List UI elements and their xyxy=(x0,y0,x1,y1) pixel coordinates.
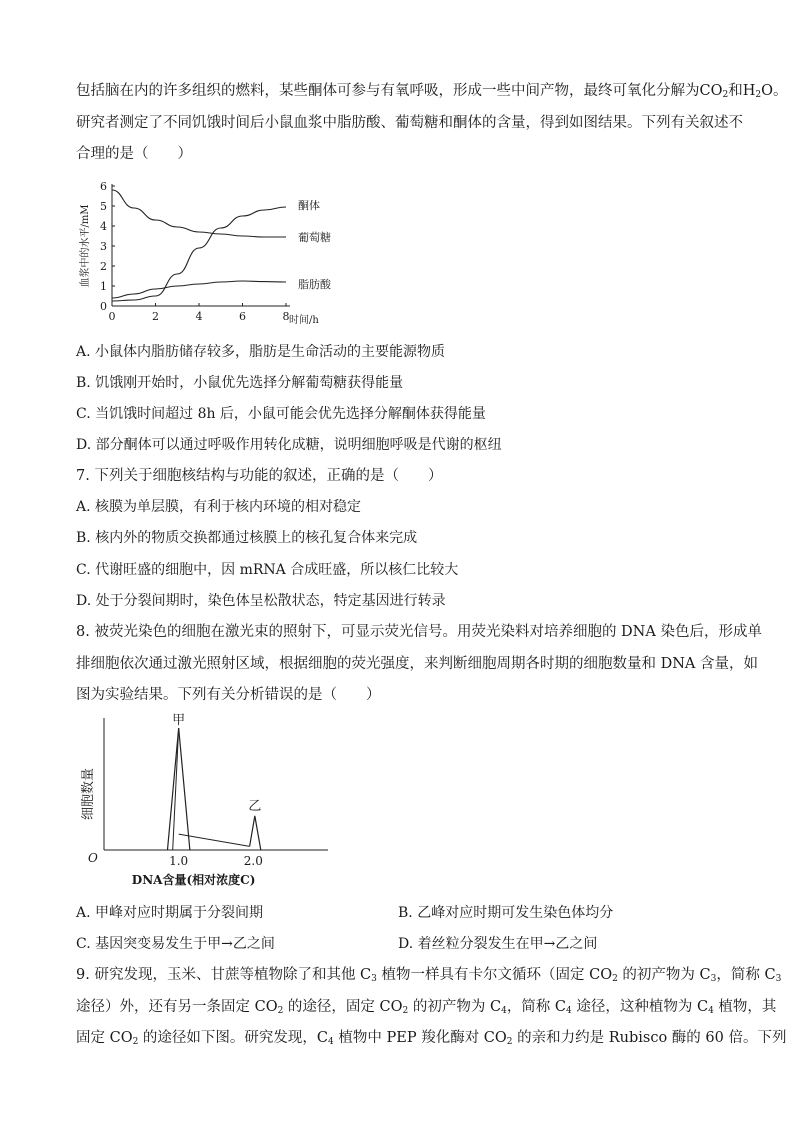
x-tick-label: 2.0 xyxy=(243,854,263,868)
peak-label-yi: 乙 xyxy=(248,798,262,814)
q8-option-d[interactable]: D. 着丝粒分裂发生在甲→乙之间 xyxy=(398,936,598,952)
peak-label-jia: 甲 xyxy=(172,713,186,728)
fatty-acid-label: 脂肪酸 xyxy=(298,278,331,291)
peak-yi xyxy=(250,816,261,850)
y-axis-label: 细胞数量 xyxy=(81,767,96,821)
glucose-line xyxy=(112,190,286,237)
y-tick-label: 4 xyxy=(100,220,107,233)
q8-option-a[interactable]: A. 甲峰对应时期属于分裂间期 xyxy=(76,905,264,921)
ketone-line xyxy=(112,207,286,301)
y-axis-label: 血浆中的水平/mM xyxy=(80,204,91,288)
origin-label: O xyxy=(88,851,98,865)
x-tick-label: 0 xyxy=(108,310,116,323)
q9-stem-line-3: 固定 $CO_2$ 的途径如下图。研究发现，$C_4$ 植物中 PEP 羧化酶对 $CO_2$ 的亲和力约是 Rubisco 酶的 60 倍。下列 xyxy=(76,1030,787,1047)
x-tick-label: 4 xyxy=(195,310,203,323)
glucose-label: 葡萄糖 xyxy=(298,231,331,244)
q6-intro-line-2: 研究者测定了不同饥饿时间后小鼠血浆中脂肪酸、葡萄糖和酮体的含量，得到如图结果。下列有关叙述不 xyxy=(76,115,743,131)
x-tick-label: 1.0 xyxy=(169,854,189,868)
y-tick-label: 1 xyxy=(100,280,107,293)
fatty-acid-line xyxy=(112,281,286,298)
q8-stem-line-2: 排细胞依次通过激光照射区域，根据细胞的荧光强度，来判断细胞周期各时期的细胞数量和 DNA 含量，如 xyxy=(76,656,758,672)
q7-option-a[interactable]: A. 核膜为单层膜，有利于核内环境的相对稳定 xyxy=(76,499,362,515)
peak-jia xyxy=(167,728,189,850)
x-axis-label: DNA含量(相对浓度C) xyxy=(131,873,256,887)
q7-option-b[interactable]: B. 核内外的物质交换都通过核膜上的核孔复合体来完成 xyxy=(76,530,418,546)
q7-option-d[interactable]: D. 处于分裂间期时，染色体呈松散状态，特定基因进行转录 xyxy=(76,593,446,609)
y-tick-label: 0 xyxy=(100,300,107,313)
q9-stem-line-1: 9. 研究发现，玉米、甘蔗等植物除了和其他 $C_3$ 植物一样具有卡尔文循环（固定 $CO_2$ 的初产物为 $C_3$，简称 $C_3$ xyxy=(76,967,782,984)
q8-option-b[interactable]: B. 乙峰对应时期可发生染色体均分 xyxy=(398,905,614,921)
q8-stem-line-3: 图为实验结果。下列有关分析错误的是（ ） xyxy=(76,687,381,703)
q7-stem: 7. 下列关于细胞核结构与功能的叙述，正确的是（ ） xyxy=(76,468,443,484)
q8-option-c[interactable]: C. 基因突变易发生于甲→乙之间 xyxy=(76,936,275,952)
ketone-label: 酮体 xyxy=(298,199,320,212)
q6-option-d[interactable]: D. 部分酮体可以通过呼吸作用转化成糖，说明细胞呼吸是代谢的枢纽 xyxy=(76,437,502,453)
x-axis-label: 时间/h xyxy=(289,315,319,326)
y-tick-label: 3 xyxy=(100,240,107,253)
q9-stem-line-2: 途径）外，还有另一条固定 $CO_2$ 的途径，固定 $CO_2$ 的初产物为 $C_4$，简称 $C_4$ 途径，这种植物为 $C_4$ 植物，其 xyxy=(76,999,777,1016)
q6-option-b[interactable]: B. 饥饿刚开始时，小鼠优先选择分解葡萄糖获得能量 xyxy=(76,375,404,391)
y-tick-label: 2 xyxy=(100,260,107,273)
q6-intro-line-1: 包括脑在内的许多组织的燃料，某些酮体可参与有氧呼吸，形成一些中间产物，最终可氧化分解为$CO_2$和$H_2O$。 xyxy=(76,83,788,100)
q6-intro-line-3: 合理的是（ ） xyxy=(76,146,192,162)
q7-option-c[interactable]: C. 代谢旺盛的细胞中，因 mRNA 合成旺盛，所以核仁比较大 xyxy=(76,562,459,578)
dna-content-chart xyxy=(76,712,346,892)
y-tick-label: 6 xyxy=(100,180,107,193)
q8-stem-line-1: 8. 被荧光染色的细胞在激光束的照射下，可显示荧光信号。用荧光染料对培养细胞的 DNA 染色后，形成单 xyxy=(76,624,762,640)
q6-option-c[interactable]: C. 当饥饿时间超过 8h 后，小鼠可能会优先选择分解酮体获得能量 xyxy=(76,406,486,422)
plasma-level-chart xyxy=(72,178,332,328)
x-tick-label: 8 xyxy=(282,310,290,323)
x-tick-label: 2 xyxy=(152,310,159,323)
x-tick-label: 6 xyxy=(239,310,246,323)
q6-option-a[interactable]: A. 小鼠体内脂肪储存较多，脂肪是生命活动的主要能源物质 xyxy=(76,344,446,360)
y-tick-label: 5 xyxy=(100,200,107,213)
